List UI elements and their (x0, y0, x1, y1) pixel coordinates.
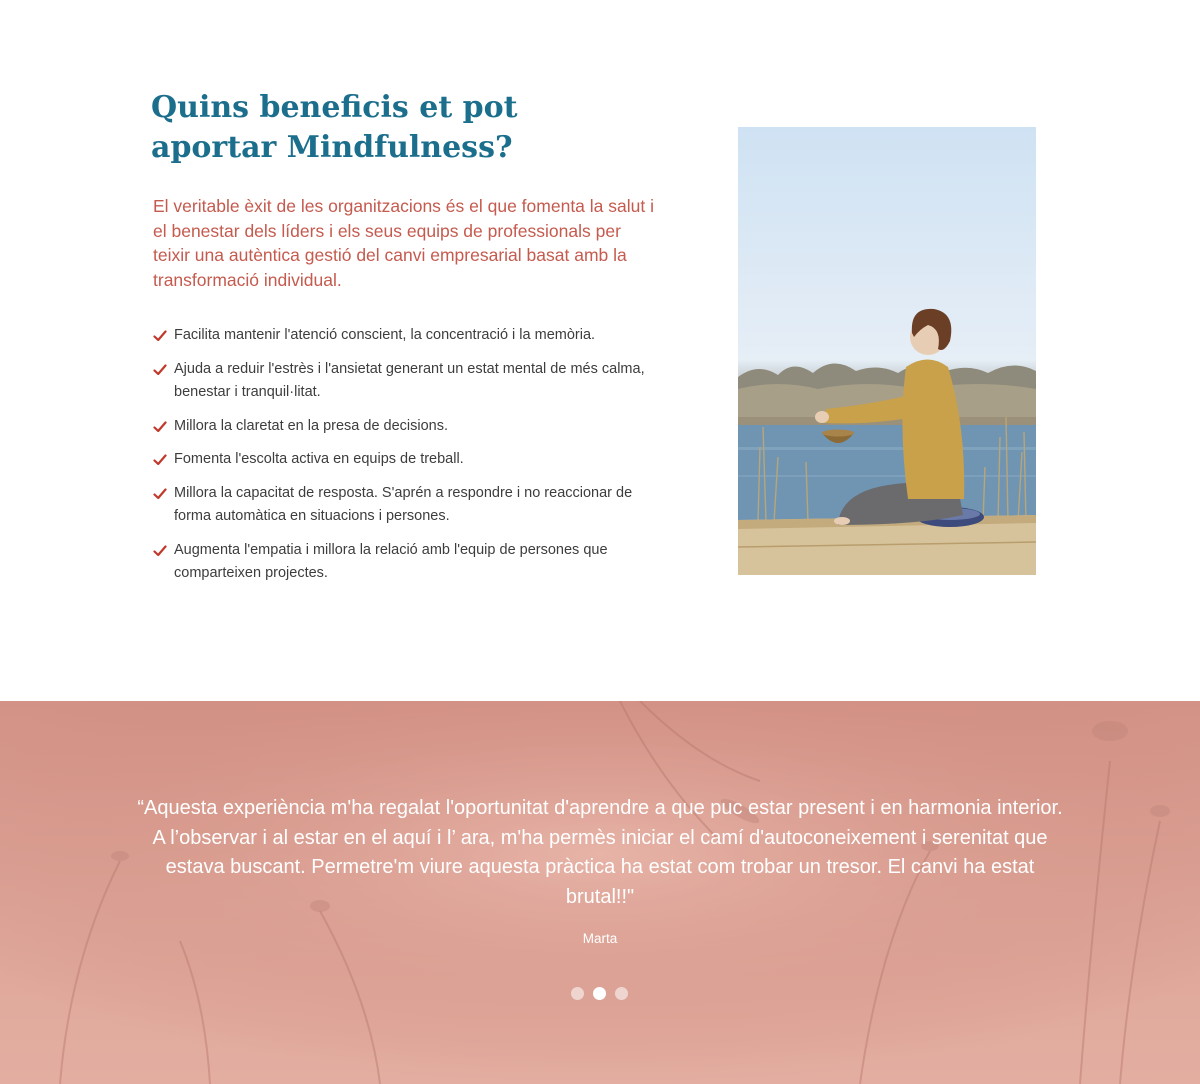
benefit-text: Millora la capacitat de resposta. S'aprén a respondre i no reaccionar de forma automàtica en situacions i persones. (174, 484, 633, 524)
benefit-text: Facilita mantenir l'atenció conscient, la concentració i la memòria. (174, 327, 596, 343)
slider-pagination (571, 987, 631, 1001)
testimonial-section (0, 701, 1200, 1084)
check-icon (153, 363, 167, 377)
meditation-photo (738, 127, 1036, 575)
benefits-list (153, 324, 663, 596)
benefit-item (153, 324, 663, 348)
check-icon (153, 544, 167, 558)
slider-dot-3[interactable] (615, 987, 628, 1000)
check-icon (153, 329, 167, 343)
benefit-text: Ajuda a reduir l'estrès i l'ansietat generant un estat mental de més calma, benestar i tranquil·litat. (174, 360, 645, 400)
benefit-text: Fomenta l'escolta activa en equips de treball. (174, 451, 464, 467)
slider-dot-1[interactable] (571, 987, 584, 1000)
check-icon (153, 453, 167, 467)
benefits-intro: El veritable èxit de les organitzacions és el que fomenta la salut i el benestar dels líders i els seus equips de professionals per teixir una autèntica gestió del canvi empresarial basat amb la transformació individual. (153, 196, 654, 290)
benefit-item (153, 448, 663, 472)
testimonial-quote: “Aquesta experiència m'ha regalat l'oportunitat d'aprendre a que puc estar present i en harmonia interior. A l’observar i al estar en el aquí i l’ ara, m'ha permès iniciar el camí d'autoconeixement i serenitat que estava buscant. Permetre'm viure aquesta pràctica ha estat com trobar un tresor. El canvi ha estat brutal!!" (137, 797, 1063, 908)
testimonial-author: Marta (582, 931, 618, 946)
benefit-item (153, 482, 663, 529)
benefit-item (153, 415, 663, 439)
slider-dot-2[interactable] (593, 987, 606, 1000)
benefits-heading: Quins beneficis et pot aportar Mindfulness? (151, 90, 518, 165)
woman-meditating-icon (738, 127, 1036, 575)
check-icon (153, 487, 167, 501)
check-icon (153, 420, 167, 434)
benefit-item (153, 358, 663, 405)
benefit-text: Millora la claretat en la presa de decisions. (174, 417, 449, 434)
benefit-text: Augmenta l'empatia i millora la relació amb l'equip de persones que comparteixen projectes. (174, 541, 608, 581)
benefit-item (153, 539, 663, 586)
